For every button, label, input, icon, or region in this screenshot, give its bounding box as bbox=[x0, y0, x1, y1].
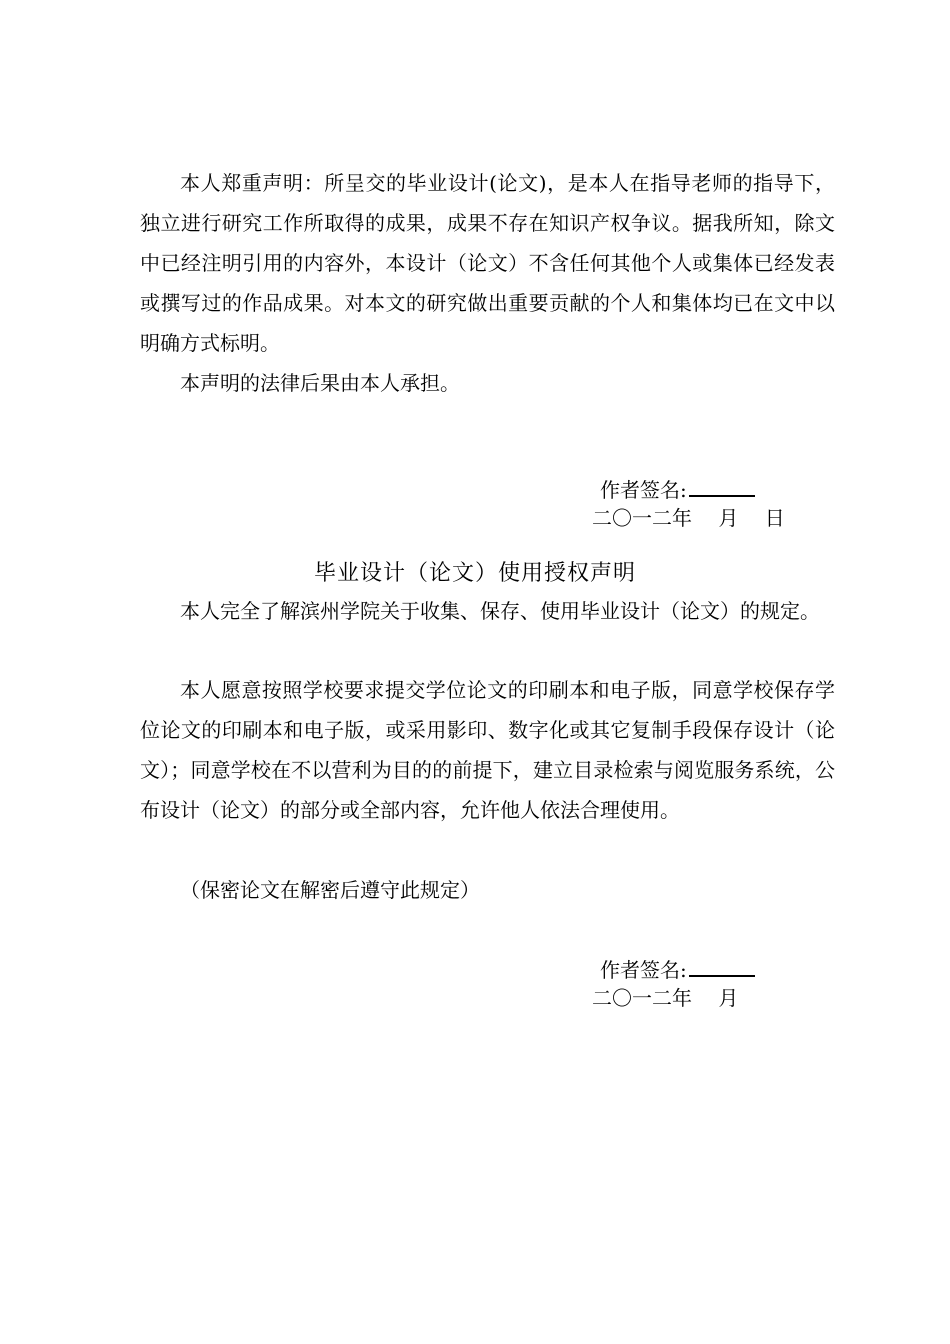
confidential-note: （保密论文在解密后遵守此规定） bbox=[180, 878, 480, 902]
signature-blank bbox=[689, 957, 755, 977]
signature-label: 作者签名: bbox=[600, 958, 687, 982]
signature-label: 作者签名: bbox=[600, 478, 687, 502]
authorization-paragraph-1: 本人完全了解滨州学院关于收集、保存、使用毕业设计（论文）的规定。 bbox=[180, 599, 820, 623]
legal-consequence-paragraph: 本声明的法律后果由本人承担。 bbox=[180, 371, 460, 395]
authorization-title: 毕业设计（论文）使用授权声明 bbox=[313, 561, 636, 586]
date-line: 二〇一二年 月 bbox=[592, 986, 739, 1010]
signature-blank bbox=[689, 477, 755, 497]
author-signature-line bbox=[592, 956, 852, 984]
author-signature-line bbox=[592, 476, 852, 504]
date-line: 二〇一二年 月 日 bbox=[592, 506, 785, 530]
authorization-signature-block bbox=[592, 956, 852, 1012]
originality-declaration-paragraph: 本人郑重声明：所呈交的毕业设计(论文)，是本人在指导老师的指导下，独立进行研究工作所取得的成果，成果不存在知识产权争议。据我所知，除文中已经注明引用的内容外，本设计（论文）不含任何其他个人或集体已经发表或撰写过的作品成果。对本文的研究做出重要贡献的个人和集体均已在文中以明确方式标明。 bbox=[140, 171, 835, 355]
originality-signature-block bbox=[592, 476, 852, 532]
authorization-paragraph-2: 本人愿意按照学校要求提交学位论文的印刷本和电子版，同意学校保存学位论文的印刷本和电子版，或采用影印、数字化或其它复制手段保存设计（论文）；同意学校在不以营利为目的的前提下，建立目录检索与阅览服务系统，公布设计（论文）的部分或全部内容，允许他人依法合理使用。 bbox=[140, 678, 835, 822]
